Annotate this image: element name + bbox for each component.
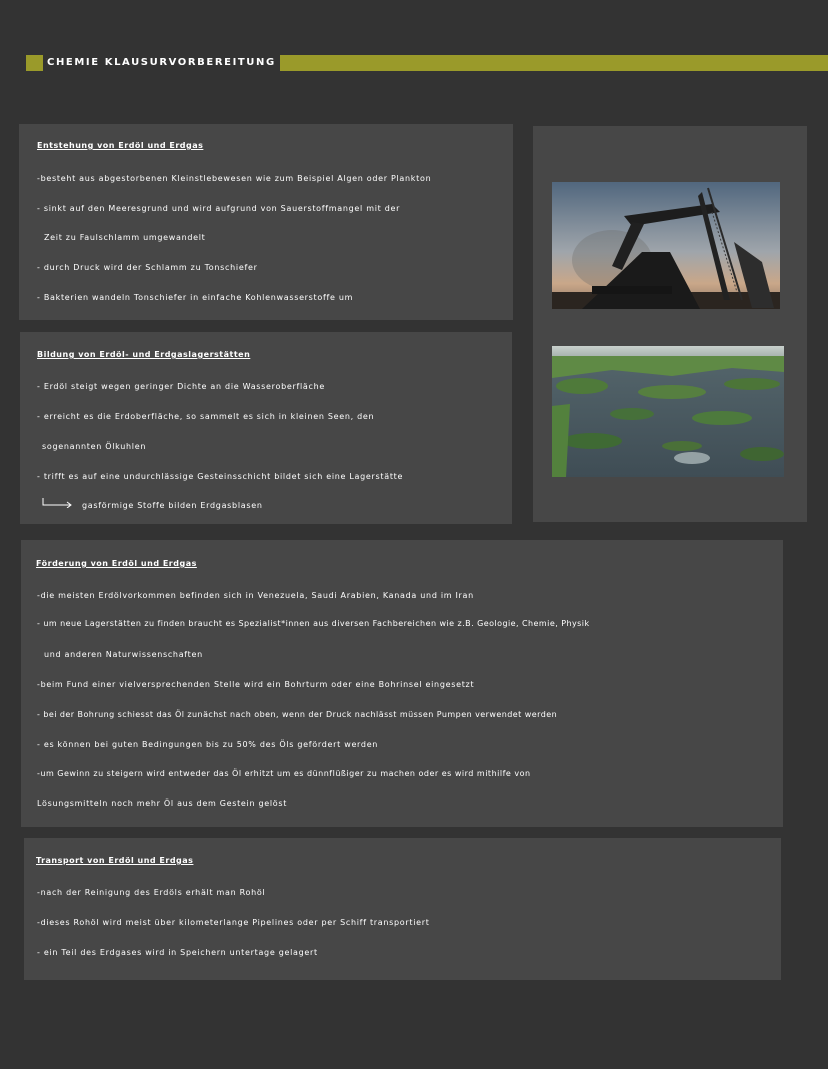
section-entstehung-heading: Entstehung von Erdöl und Erdgas [37,141,204,150]
section-bildung-line-2: - erreicht es die Erdoberfläche, so sammelt es sich in kleinen Seen, den [37,412,375,421]
right-arrow-icon [42,498,74,508]
section-bildung [20,332,512,524]
section-foerderung-line-4: -beim Fund einer vielversprechenden Stelle wird ein Bohrturm oder eine Bohrinsel eingesetzt [37,680,475,689]
section-entstehung-line-5: - Bakterien wandeln Tonschiefer in einfache Kohlenwasserstoffe um [37,293,354,302]
section-bildung-heading: Bildung von Erdöl- und Erdgaslagerstätten [37,350,251,359]
section-bildung-line-5: gasförmige Stoffe bilden Erdgasblasen [82,501,263,510]
section-transport-heading: Transport von Erdöl und Erdgas [36,856,194,865]
section-entstehung-line-2: - sinkt auf den Meeresgrund und wird aufgrund von Sauerstoffmangel mit der [37,204,401,213]
section-entstehung-line-3: Zeit zu Faulschlamm umgewandelt [44,233,206,242]
section-entstehung [19,124,513,320]
section-foerderung-heading: Förderung von Erdöl und Erdgas [36,559,197,568]
section-foerderung-line-6: - es können bei guten Bedingungen bis zu 50% des Öls gefördert werden [37,740,379,749]
section-bildung-line-1: - Erdöl steigt wegen geringer Dichte an die Wasseroberfläche [37,382,325,391]
section-foerderung-line-8: Lösungsmitteln noch mehr Öl aus dem Gestein gelöst [37,799,288,808]
section-foerderung-line-3: und anderen Naturwissenschaften [44,650,203,659]
section-entstehung-line-1: -besteht aus abgestorbenen Kleinstlebewesen wie zum Beispiel Algen oder Plankton [37,174,432,183]
section-foerderung-line-5: - bei der Bohrung schiesst das Öl zunächst nach oben, wenn der Druck nachlässt müssen Pumpen verwendet werden [37,710,558,719]
section-bildung-line-3: sogenannten Ölkuhlen [42,442,147,451]
section-foerderung-line-7: -um Gewinn zu steigern wird entweder das Öl erhitzt um es dünnflüßiger zu machen oder es wird mithilfe von [37,769,531,778]
section-entstehung-line-4: - durch Druck wird der Schlamm zu Tonschiefer [37,263,258,272]
oil-wetland-aerial-photo [552,346,784,477]
section-foerderung-line-1: -die meisten Erdölvorkommen befinden sich in Venezuela, Saudi Arabien, Kanada und im Iran [37,591,474,600]
section-foerderung-line-2: - um neue Lagerstätten zu finden braucht es Spezialist*innen aus diversen Fachbereichen wie z.B. Geologie, Chemie, Physik [37,619,590,628]
page-title: CHEMIE KLAUSURVORBEREITUNG [43,54,280,71]
section-transport-line-2: -dieses Rohöl wird meist über kilometerlange Pipelines oder per Schiff transportiert [37,918,430,927]
oil-pump-jack-photo [552,182,780,309]
section-transport-line-1: -nach der Reinigung des Erdöls erhält man Rohöl [37,888,266,897]
section-transport-line-3: - ein Teil des Erdgases wird in Speichern untertage gelagert [37,948,318,957]
section-bildung-line-4: - trifft es auf eine undurchlässige Gesteinsschicht bildet sich eine Lagerstätte [37,472,404,481]
